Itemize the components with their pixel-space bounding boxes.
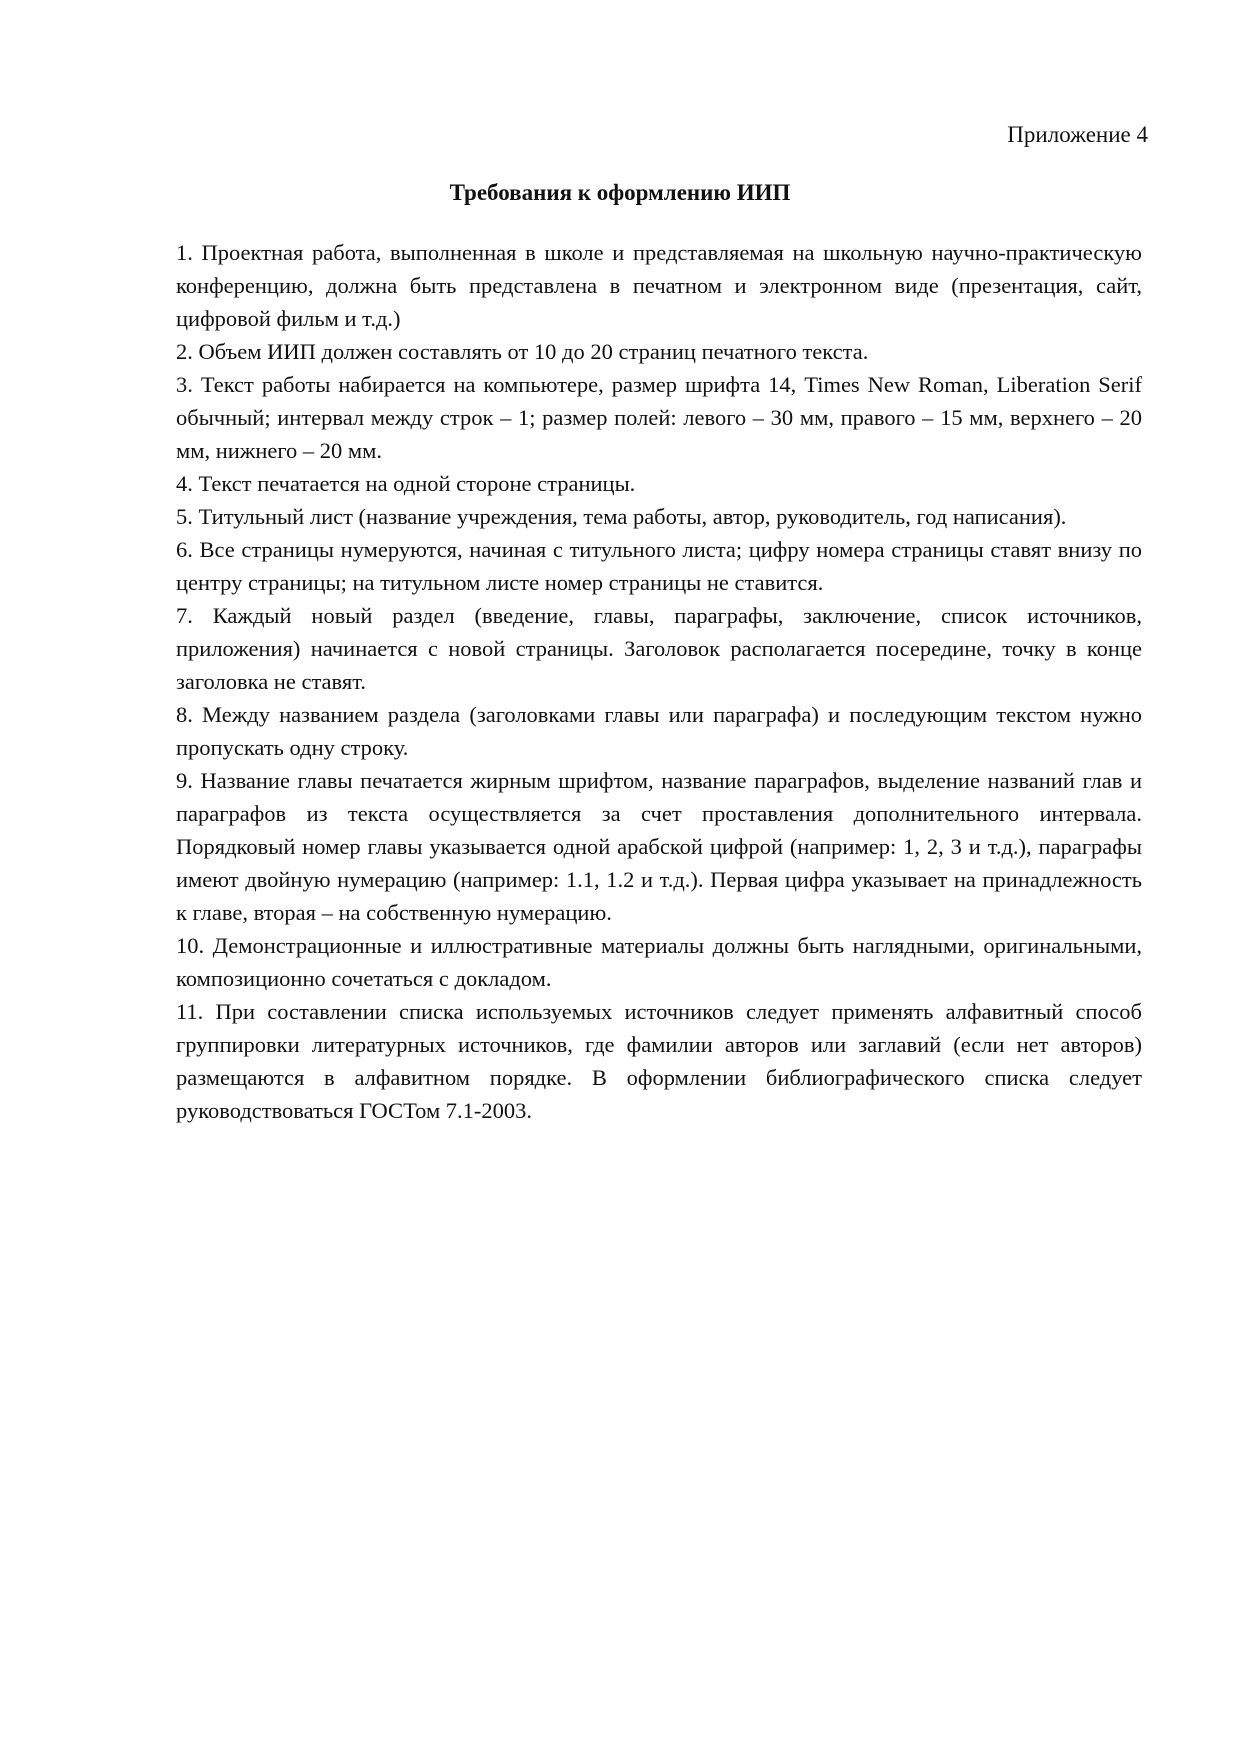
requirement-item-9: 9. Название главы печатается жирным шрифтом, название параграфов, выделение названий глав и параграфов из текста осуществляется за счет проставления дополнительного интервала. Порядковый номер главы указывается одной арабской цифрой (например: 1, 2, 3 и т.д.), параграфы имеют двойную нумерацию (например: 1.1, 1.2 и т.д.). Первая цифра указывает на принадлежность к главе, вторая – на собственную нумерацию.: [176, 768, 1142, 925]
document-title: Требования к оформлению ИИП: [449, 180, 791, 205]
appendix-label: Приложение 4: [1007, 122, 1148, 147]
requirement-item-10: 10. Демонстрационные и иллюстративные материалы должны быть наглядными, оригинальными, композиционно сочетаться с докладом.: [176, 933, 1142, 991]
requirement-item-3: 3. Текст работы набирается на компьютере, размер шрифта 14, Times New Roman, Liberation Serif обычный; интервал между строк – 1; размер полей: левого – 30 мм, правого – 15 мм, верхнего – 20 мм, нижнего – 20 мм.: [176, 372, 1142, 463]
document-body: [176, 236, 1142, 1127]
requirement-item-4: 4. Текст печатается на одной стороне страницы.: [176, 471, 636, 496]
requirement-item-6: 6. Все страницы нумеруются, начиная с титульного листа; цифру номера страницы ставят внизу по центру страницы; на титульном листе номер страницы не ставится.: [176, 537, 1142, 595]
requirement-item-2: 2. Объем ИИП должен составлять от 10 до 20 страниц печатного текста.: [176, 339, 869, 364]
requirement-item-11: 11. При составлении списка используемых источников следует применять алфавитный способ группировки литературных источников, где фамилии авторов или заглавий (если нет авторов) размещаются в алфавитном порядке. В оформлении библиографического списка следует руководствоваться ГОСТом 7.1-2003.: [176, 999, 1142, 1123]
requirement-item-7: 7. Каждый новый раздел (введение, главы, параграфы, заключение, список источников, приложения) начинается с новой страницы. Заголовок располагается посередине, точку в конце заголовка не ставят.: [176, 603, 1142, 694]
requirement-item-8: 8. Между названием раздела (заголовками главы или параграфа) и последующим текстом нужно пропускать одну строку.: [176, 702, 1142, 760]
requirement-item-1: 1. Проектная работа, выполненная в школе и представляемая на школьную научно-практическую конференцию, должна быть представлена в печатном и электронном виде (презентация, сайт, цифровой фильм и т.д.): [176, 240, 1142, 331]
requirement-item-5: 5. Титульный лист (название учреждения, тема работы, автор, руководитель, год написания).: [176, 504, 1067, 529]
